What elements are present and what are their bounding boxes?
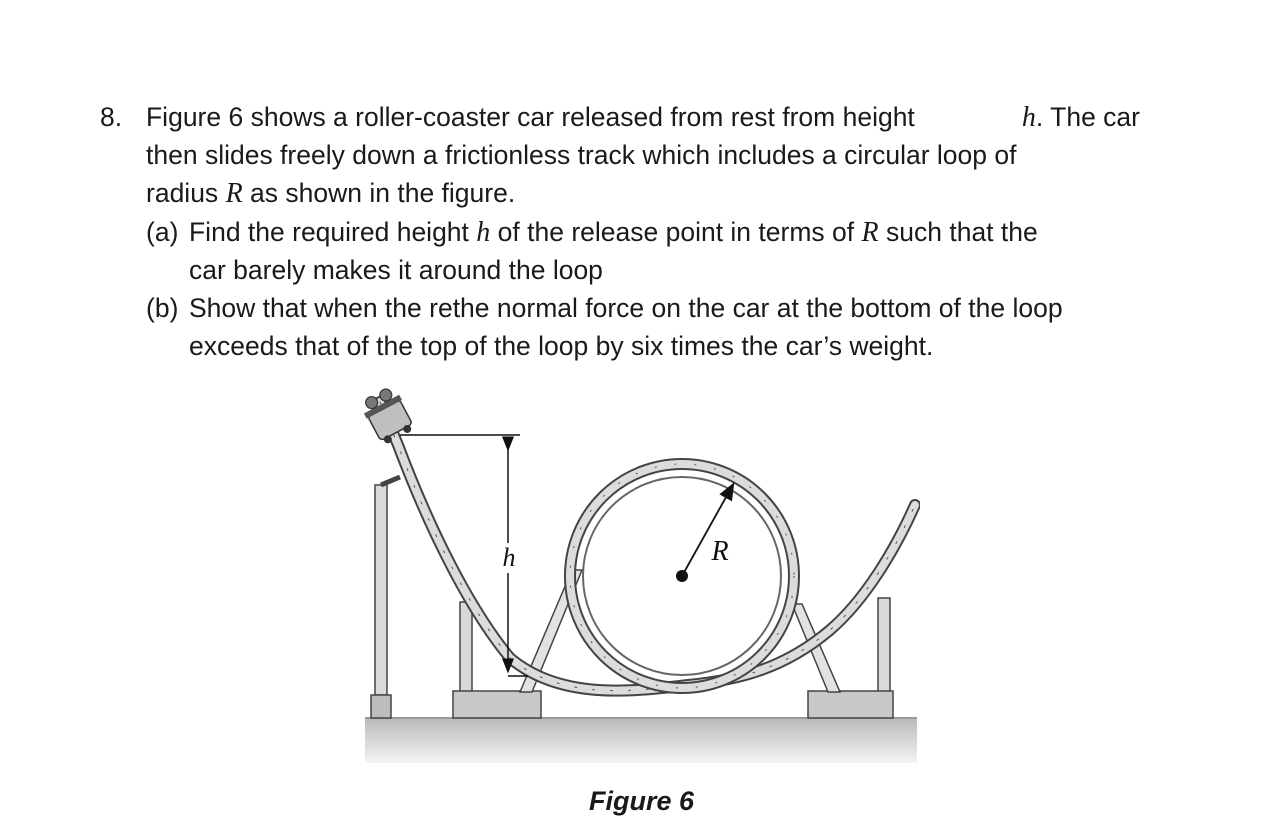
part-a-text: such that the: [886, 217, 1038, 247]
height-label: h: [502, 543, 516, 572]
radius-label: R: [711, 536, 729, 567]
support-post-left: [371, 477, 400, 718]
variable-h: h: [476, 217, 491, 248]
stem-line-2: then slides freely down a frictionless track which includes a circular loop of: [146, 140, 1017, 170]
figure-caption: Figure 6: [588, 786, 695, 816]
part-b-label: (b): [146, 293, 179, 323]
stem-line-3: [146, 174, 515, 213]
part-a-label: (a): [146, 217, 179, 247]
problem-number: 8.: [100, 102, 123, 132]
part-a-text: Find the required height: [189, 217, 469, 247]
part-a-line-1: [189, 213, 1140, 252]
stem-text: radius: [146, 178, 219, 208]
variable-R: R: [861, 217, 879, 248]
roller-coaster-figure: [360, 380, 920, 770]
part-a-text: of the release point in terms of: [497, 217, 855, 247]
variable-R: R: [225, 178, 243, 209]
ground: [365, 718, 917, 763]
coaster-car: [360, 384, 417, 447]
part-a-line-2: car barely makes it around the loop: [189, 255, 603, 285]
stem-text: Figure 6 shows a roller-coaster car released from rest from height: [146, 102, 915, 132]
stem-text: as shown in the figure.: [250, 178, 516, 208]
stem-line-1: [146, 98, 1140, 137]
part-b-line-2: exceeds that of the top of the loop by six times the car’s weight.: [189, 331, 934, 361]
part-b-line-1: Show that when the rethe normal force on the car at the bottom of the loop: [189, 293, 1063, 323]
stem-text: . The car: [1035, 102, 1140, 132]
support-post-middle: [453, 602, 541, 718]
variable-h: h: [1021, 102, 1036, 133]
